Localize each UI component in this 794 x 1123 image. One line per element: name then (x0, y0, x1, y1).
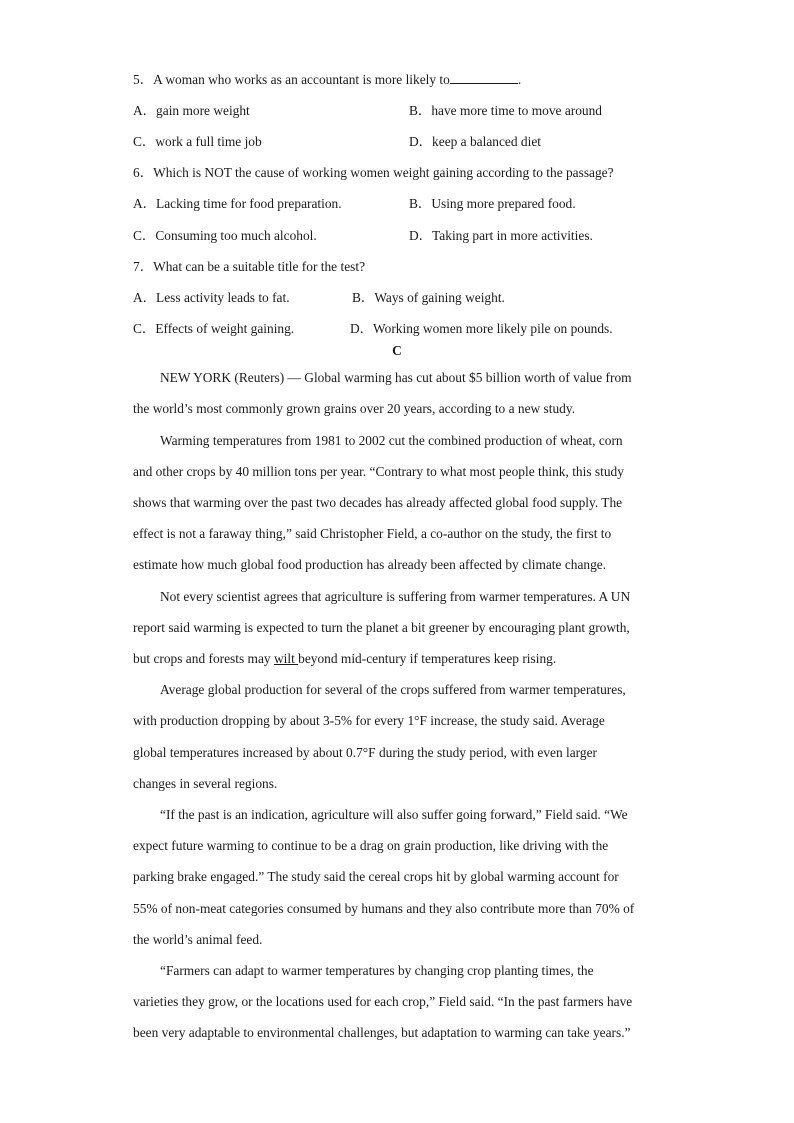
passage-p6-line-3: been very adaptable to environmental challenges, but adaptation to warming can take years.” (133, 1025, 631, 1040)
passage-p1-line-1: NEW YORK (Reuters) — Global warming has cut about $5 billion worth of value from (160, 370, 632, 385)
question-7-option-a: A．Less activity leads to fat. (133, 290, 290, 305)
passage-p5-line-3: parking brake engaged.” The study said the cereal crops hit by global warming account for (133, 869, 619, 884)
question-6-option-d: D．Taking part in more activities. (409, 228, 593, 243)
passage-p4-line-4: changes in several regions. (133, 776, 278, 791)
passage-p5-line-1: “If the past is an indication, agriculture will also suffer going forward,” Field said. “We (160, 807, 628, 822)
passage-p3-line-1: Not every scientist agrees that agriculture is suffering from warmer temperatures. A UN (160, 589, 631, 604)
question-5-option-c: C．work a full time job (133, 134, 262, 149)
passage-p6-line-2: varieties they grow, or the locations used for each crop,” Field said. “In the past farmers have (133, 994, 633, 1009)
passage-p3-line-3 (133, 651, 556, 667)
passage-p2-line-4: effect is not a faraway thing,” said Christopher Field, a co-author on the study, the first to (133, 526, 612, 541)
passage-p2-line-3: shows that warming over the past two decades has already affected global food supply. The (133, 495, 623, 510)
question-5-text: 5．A woman who works as an accountant is more likely to (133, 72, 450, 87)
passage-p5-line-5: the world’s animal feed. (133, 932, 263, 947)
question-6-option-c: C．Consuming too much alcohol. (133, 228, 317, 243)
passage-p4-line-3: global temperatures increased by about 0.7°F during the study period, with even larger (133, 745, 597, 760)
passage-p3-line-3-start: but crops and forests may (133, 651, 274, 666)
passage-p2-line-2: and other crops by 40 million tons per year. “Contrary to what most people think, this study (133, 464, 624, 479)
passage-p3-line-2: report said warming is expected to turn the planet a bit greener by encouraging plant growth, (133, 620, 630, 635)
question-7-option-c: C．Effects of weight gaining. (133, 321, 295, 336)
question-5-end: . (517, 72, 522, 87)
passage-p1-line-2: the world’s most commonly grown grains over 20 years, according to a new study. (133, 401, 576, 416)
question-6-option-a: A．Lacking time for food preparation. (133, 196, 342, 211)
passage-p2-line-5: estimate how much global food production has already been affected by climate change. (133, 557, 607, 572)
question-5-option-d: D．keep a balanced diet (409, 134, 541, 149)
underlined-word-wilt: wilt (273, 651, 299, 666)
question-7-option-b: B．Ways of gaining weight. (352, 290, 505, 305)
passage-p5-line-4: 55% of non-meat categories consumed by humans and they also contribute more than 70% of (133, 901, 635, 916)
passage-p3-line-3-end: beyond mid-century if temperatures keep rising. (298, 651, 557, 666)
answer-blank (450, 72, 518, 84)
passage-p5-line-2: expect future warming to continue to be a drag on grain production, like driving with the (133, 838, 609, 853)
question-6-option-b: B．Using more prepared food. (409, 196, 576, 211)
passage-p6-line-1: “Farmers can adapt to warmer temperatures by changing crop planting times, the (160, 963, 594, 978)
passage-p4-line-1: Average global production for several of the crops suffered from warmer temperatures, (160, 682, 626, 697)
passage-p4-line-2: with production dropping by about 3-5% for every 1°F increase, the study said. Average (133, 713, 605, 728)
section-heading: C (392, 343, 402, 358)
question-5-stem (133, 69, 521, 88)
question-6-stem: 6．Which is NOT the cause of working women weight gaining according to the passage? (133, 165, 614, 180)
question-5-option-b: B．have more time to move around (409, 103, 603, 118)
passage-p2-line-1: Warming temperatures from 1981 to 2002 cut the combined production of wheat, corn (160, 433, 623, 448)
question-7-option-d: D．Working women more likely pile on pounds. (350, 321, 613, 336)
question-7-stem: 7．What can be a suitable title for the test? (133, 259, 366, 274)
question-5-option-a: A．gain more weight (133, 103, 250, 118)
